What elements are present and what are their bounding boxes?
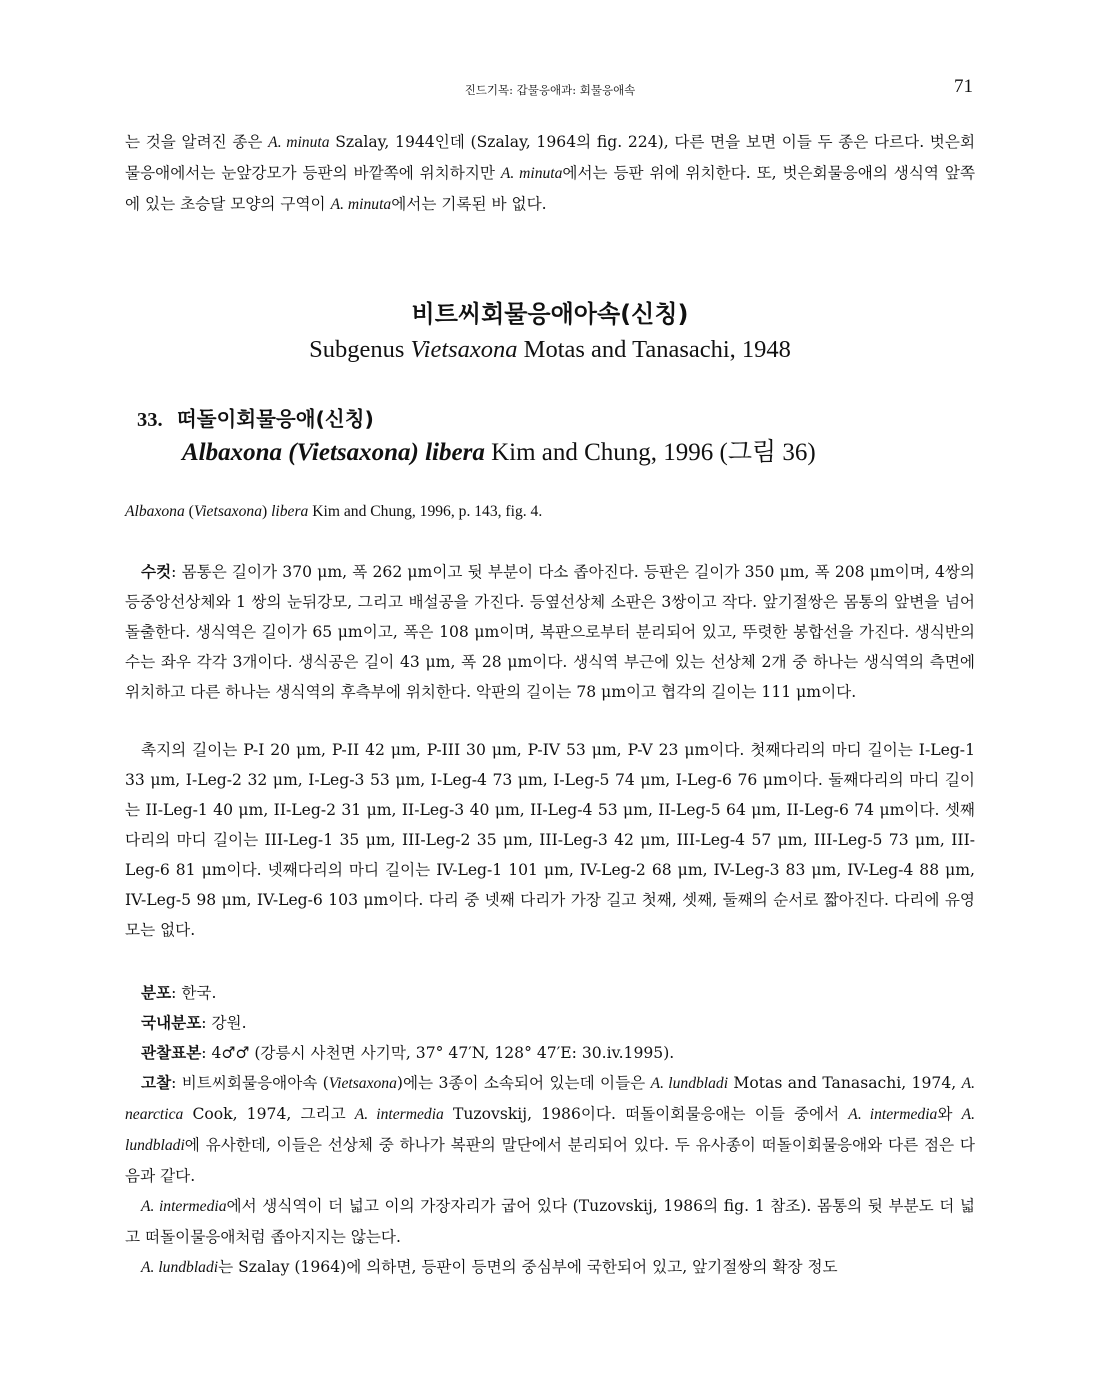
species-korean-name: 33. 떠돌이회물응애(신칭) bbox=[137, 407, 374, 431]
specimens-line: 관찰표본: 4♂♂ (강릉시 사천면 사기막, 37° 47′N, 128° 47′E: 30.iv.1995). bbox=[141, 1044, 675, 1062]
subgenus-latin-name: Subgenus Vietsaxona Motas and Tanasachi, 1948 bbox=[309, 336, 791, 363]
leg-measurements: 촉지의 길이는 P-I 20 μm, P-II 42 μm, P-III 30 μm, P-IV 53 μm, P-V 23 μm이다. 첫째다리의 마디 길이는 I-Leg-1 33 μm, I-Leg-2 32 μm, I-Leg-3 53 μm, I-Leg-4 73 μm, I-Leg-5 74 μm, I-Leg-6 76 μm이다. 둘째다리의 마디 길이는 II-Leg-1 40 μm, II-Leg-2 31 μm, II-Leg-3 40 μm, II-Leg-4 53 μm, II-Leg-5 64 μm, II-Leg-6 74 μm이다. 셋째다리의 마디 길이는 III-Leg-1 35 μm, III-Leg-2 35 μm, III-Leg-3 42 μm, III-Leg-4 57 μm, III-Leg-5 73 μm, III-Leg-6 81 μm이다. 넷째다리의 마디 길이는 IV-Leg-1 101 μm, IV-Leg-2 68 μm, IV-Leg-3 83 μm, IV-Leg-4 88 μm, IV-Leg-5 98 μm, IV-Leg-6 103 μm이다. 다리 중 넷째 다리가 가장 길고 첫째, 셋째, 둘째의 순서로 짧아진다. 다리에 유영모는 없다. bbox=[125, 741, 975, 939]
running-title: 진드기목: 갑물응애과: 회물응애속 bbox=[464, 83, 636, 97]
species-citation: Albaxona (Vietsaxona) libera Kim and Chung, 1996, p. 143, fig. 4. bbox=[125, 503, 543, 520]
running-header bbox=[125, 78, 975, 98]
page-number: 71 bbox=[954, 76, 973, 97]
remarks-paragraph: 고찰: 비트씨회물응애아속 (Vietsaxona)에는 3종이 소속되어 있는데 이들은 A. lundbladi Motas and Tanasachi, 1974, A. nearctica Cook, 1974, 그리고 A. intermedia Tuzovskij, 1986이다. 떠돌이회물응애는 이들 중에서 A. intermedia와 A. lundbladi에 유사한데, 이들은 선상체 중 하나가 복판의 말단에서 분리되어 있다. 두 유사종이 떠돌이회물응애와 다른 점은 다음과 같다. bbox=[125, 1074, 975, 1185]
distribution-section bbox=[125, 978, 975, 1283]
male-description: 수컷: 몸통은 길이가 370 μm, 폭 262 μm이고 뒷 부분이 다소 좁아진다. 등판은 길이가 350 μm, 폭 208 μm이며, 4쌍의 등중앙선상체와 1 쌍의 눈뒤강모, 그리고 배설공을 가진다. 등옆선상체 소판은 3쌍이고 작다. 앞기절쌍은 몸통의 앞변을 넘어 돌출한다. 생식역은 길이가 65 μm이고, 폭은 108 μm이며, 복판으로부터 분리되어 있고, 뚜렷한 봉합선을 가진다. 생식반의 수는 좌우 각각 3개이다. 생식공은 길이 43 μm, 폭 28 μm이다. 생식역 부근에 있는 선상체 2개 중 하나는 생식역의 측면에 위치하고 다른 하나는 생식역의 후측부에 위치한다. 악판의 길이는 78 μm이고 협각의 길이는 111 μm이다. bbox=[125, 563, 975, 701]
domestic-distribution-line: 국내분포: 강원. bbox=[141, 1014, 247, 1032]
remarks-lundbladi: A. lundbladi는 Szalay (1964)에 의하면, 등판이 등면의 중심부에 국한되어 있고, 앞기절쌍의 확장 정도 bbox=[141, 1258, 838, 1276]
species-latin-name: Albaxona (Vietsaxona) libera Kim and Chung, 1996 (그림 36) bbox=[182, 439, 816, 466]
remarks-intermedia: A. intermedia에서 생식역이 더 넓고 이의 가장자리가 굽어 있다 (Tuzovskij, 1986의 fig. 1 참조). 몸통의 뒷 부분도 더 넓고 떠돌이물응애처럼 좁아지지는 않는다. bbox=[125, 1197, 975, 1246]
species-heading bbox=[137, 404, 977, 471]
subgenus-korean-name: 비트씨회물응애아속(신칭) bbox=[411, 300, 689, 328]
intro-paragraph: 는 것을 알려진 종은 A. minuta Szalay, 1944인데 (Szalay, 1964의 fig. 224), 다른 면을 보면 이들 두 종은 다르다. 벗은회물응애에서는 눈앞강모가 등판의 바깥쪽에 위치하지만 A. minuta에서는 등판 위에 위치한다. 또, 벗은회물응애의 생식역 앞쪽에 있는 초승달 모양의 구역이 A. minuta에서는 기록된 바 없다. bbox=[125, 133, 976, 213]
subgenus-heading bbox=[125, 296, 975, 368]
distribution-line: 분포: 한국. bbox=[141, 984, 217, 1002]
